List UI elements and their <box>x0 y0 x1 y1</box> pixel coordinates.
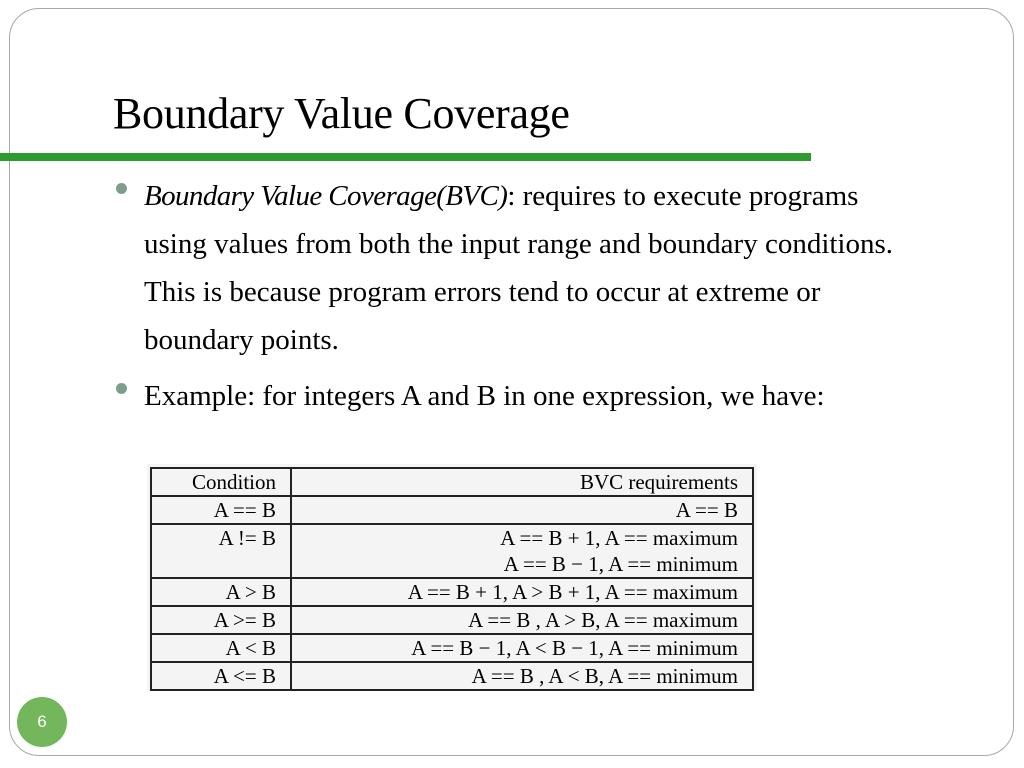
requirement-line: A == B <box>675 498 738 522</box>
header-bvc-requirements: BVC requirements <box>291 468 753 496</box>
page-number-badge: 6 <box>17 697 67 747</box>
condition-cell: A != B <box>151 524 291 578</box>
header-condition: Condition <box>151 468 291 496</box>
table-row <box>151 606 753 634</box>
requirement-line: A == B , A < B, A == minimum <box>471 664 738 688</box>
condition-cell: A <= B <box>151 662 291 690</box>
requirements-cell <box>291 524 753 578</box>
requirement-line: A == B − 1, A < B − 1, A == minimum <box>411 636 738 660</box>
table-row <box>151 496 753 524</box>
bullet-dot-icon <box>116 183 127 194</box>
bullet-list <box>116 172 916 428</box>
table-row <box>151 662 753 690</box>
example-text: Example: for integers A and B in one expression, we have: <box>144 380 825 412</box>
bvc-table <box>150 467 754 691</box>
requirements-cell <box>291 496 753 524</box>
bullet-bvc-definition <box>116 172 916 364</box>
bullet-dot-icon <box>116 383 127 394</box>
bvc-term: Boundary Value Coverage(BVC) <box>144 180 508 212</box>
requirements-cell <box>291 634 753 662</box>
condition-cell: A > B <box>151 578 291 606</box>
condition-cell: A < B <box>151 634 291 662</box>
requirement-line: A == B + 1, A == maximum <box>500 526 738 550</box>
table-row <box>151 578 753 606</box>
condition-cell: A == B <box>151 496 291 524</box>
requirement-line: A == B , A > B, A == maximum <box>468 608 738 632</box>
slide-title: Boundary Value Coverage <box>113 89 570 138</box>
bvc-definition-text: : requires to execute programs using values from both the input range and boundary conditions. This is because program errors tend to occur at extreme or boundary points. <box>144 180 894 356</box>
requirements-cell <box>291 606 753 634</box>
requirements-cell <box>291 662 753 690</box>
table-header-row <box>151 468 753 496</box>
condition-cell: A >= B <box>151 606 291 634</box>
title-underline <box>0 153 811 161</box>
table-row <box>151 524 753 578</box>
requirement-line: A == B + 1, A > B + 1, A == maximum <box>407 580 738 604</box>
requirement-line: A == B − 1, A == minimum <box>503 552 738 576</box>
table-row <box>151 634 753 662</box>
bvc-table-image <box>147 464 757 691</box>
bullet-example <box>116 372 916 420</box>
requirements-cell <box>291 578 753 606</box>
